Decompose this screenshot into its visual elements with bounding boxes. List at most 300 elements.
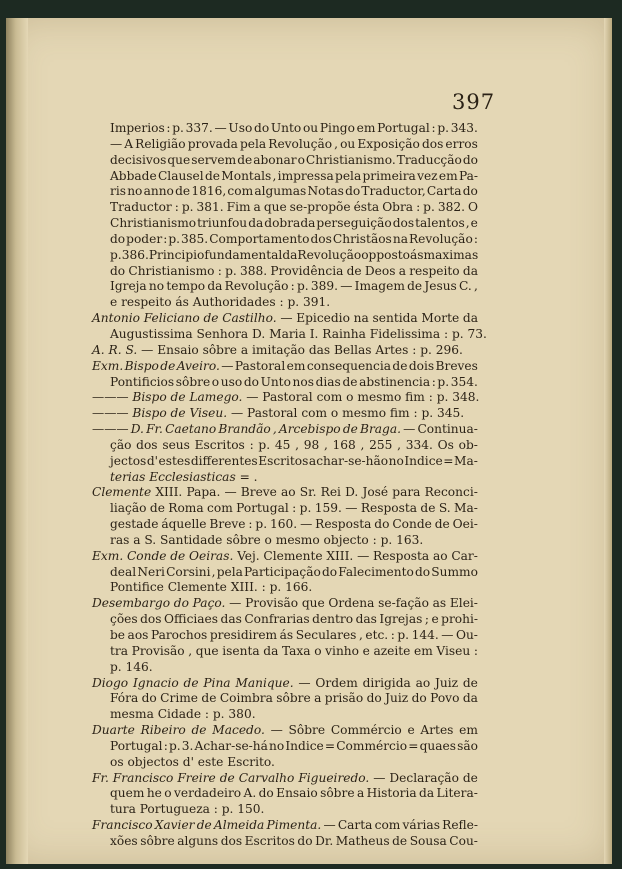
word: servem: [191, 152, 237, 167]
word: Igreja: [110, 279, 147, 294]
word: do: [374, 517, 390, 532]
word: Provisão: [131, 643, 185, 658]
text-line-content: [110, 248, 478, 264]
word: ,: [188, 643, 193, 658]
text-line-content: [92, 406, 478, 422]
word: ris: [110, 184, 126, 199]
word: de: [342, 374, 358, 389]
word: Resposta: [360, 501, 418, 516]
text-line-content: [92, 549, 478, 565]
text-line: [92, 153, 478, 169]
word: p.: [397, 628, 410, 642]
word: do: [297, 833, 313, 848]
text-line: [92, 723, 478, 739]
heading-word: de: [170, 548, 186, 563]
heading-word: Francisco: [112, 770, 174, 785]
word: 386.: [121, 247, 149, 262]
text-line: [92, 517, 478, 533]
text-line: [92, 311, 478, 327]
word: Carta: [426, 184, 462, 199]
heading-word: ,: [272, 422, 277, 437]
word: das: [220, 612, 242, 627]
text-line-content: [92, 596, 478, 612]
word: pela: [216, 564, 243, 579]
word: Officiaes: [164, 612, 219, 627]
word: do: [462, 184, 478, 199]
text-line: [92, 834, 478, 850]
word: Continua-: [417, 422, 478, 437]
word: Confrarias: [244, 612, 310, 627]
heading-word: Macedo.: [212, 723, 265, 738]
word: p.: [168, 231, 181, 246]
entry-text: — Pastoral com o mesmo fim : p. 348.: [242, 390, 480, 405]
word: —: [357, 548, 370, 563]
word: do: [110, 263, 126, 278]
text-line: [92, 755, 478, 771]
word: Clausel: [157, 168, 204, 183]
word: com: [207, 501, 233, 516]
word: Revolução: [224, 279, 289, 294]
word: presidirem: [209, 628, 278, 642]
heading-word: Xavier: [154, 818, 195, 833]
word: Refle-: [442, 818, 478, 833]
word: talentos: [415, 216, 465, 231]
word: ;: [424, 612, 429, 627]
word: —: [340, 279, 353, 294]
heading-word: Pina: [203, 675, 231, 690]
word: Sôbre: [288, 723, 326, 738]
text-line: [92, 422, 478, 438]
word: opposto: [361, 247, 410, 262]
word: em: [286, 358, 306, 373]
text-line-content: [110, 739, 478, 755]
word: Carta: [337, 818, 373, 833]
word: poder: [126, 231, 163, 246]
word: dois: [408, 358, 435, 373]
word: Epicedio: [296, 311, 350, 326]
word: tempo: [166, 279, 206, 294]
word: —: [323, 818, 336, 833]
text-line-content: [110, 169, 478, 185]
word: Christianismo.: [305, 152, 396, 167]
word: 334.: [405, 437, 433, 452]
word: d': [146, 453, 158, 468]
text-line-content: [110, 137, 478, 153]
word: com: [227, 184, 254, 199]
word: são: [457, 738, 478, 753]
word: do: [345, 184, 361, 199]
word: dobrada: [264, 216, 316, 231]
word: p.: [168, 738, 181, 753]
word: Declaração: [389, 770, 459, 785]
text-line-content: [92, 422, 478, 438]
word: —: [110, 136, 123, 151]
word: :: [217, 263, 222, 278]
word: :: [174, 200, 179, 215]
word: provada: [187, 136, 238, 151]
word: liação: [110, 501, 147, 516]
word: erros: [445, 136, 478, 151]
word: D.: [345, 485, 359, 500]
word: p.: [225, 263, 237, 278]
entry-heading: ——— Bispo de Lamego.: [92, 390, 243, 405]
text-line: [92, 200, 478, 216]
word: José: [362, 485, 389, 500]
word: Ma-: [454, 501, 478, 516]
heading-word: ———: [92, 422, 129, 437]
word: XIII.: [326, 548, 354, 563]
word: 159.: [314, 501, 342, 516]
entry-heading: ——— Bispo de Viseu.: [92, 406, 228, 421]
word: Montals: [221, 168, 272, 183]
word: —: [300, 517, 313, 532]
word: em: [438, 168, 458, 183]
heading-word: Oeiras.: [189, 548, 234, 563]
word: O: [467, 200, 478, 215]
word: ,: [211, 564, 216, 579]
heading-word: Ignacio: [132, 675, 179, 690]
word: se-fação: [378, 596, 429, 611]
word: da: [462, 263, 478, 278]
word: ao: [415, 675, 431, 690]
word: Pa-: [458, 168, 478, 183]
heading-word: Figueiredo.: [298, 770, 370, 785]
word: Fóra: [110, 691, 139, 706]
text-line-content: [92, 676, 478, 692]
text-line-content: [110, 786, 478, 802]
word: Breve: [209, 517, 246, 532]
word: o: [314, 643, 322, 658]
word: Car-: [451, 548, 478, 563]
text-line-content: [110, 200, 478, 216]
word: Seculares: [295, 628, 357, 642]
text-line: [92, 454, 478, 470]
word: sôbre: [140, 833, 175, 848]
word: 389.: [310, 279, 339, 294]
word: p.: [181, 200, 194, 215]
entry-text: ras a S. Santidade sôbre o mesmo objecto : p. 163.: [110, 532, 424, 547]
text-line: [92, 406, 478, 422]
text-line-content: [92, 343, 478, 359]
word: Christianismo: [110, 216, 197, 231]
word: gestade: [110, 517, 159, 532]
word: Exposição: [357, 136, 420, 151]
text-line: [92, 691, 478, 707]
word: triunfou: [197, 216, 248, 231]
word: a: [314, 691, 322, 706]
heading-word: Ribeiro: [140, 723, 186, 738]
word: Neri: [137, 564, 165, 579]
heading-word: Exm.: [92, 358, 124, 373]
word: de: [237, 152, 253, 167]
word: em: [414, 643, 433, 658]
word: —: [214, 121, 227, 135]
word: do: [366, 691, 382, 706]
word: Coimbra: [219, 691, 273, 706]
word: Commércio: [336, 738, 408, 753]
word: Taxa: [281, 643, 311, 658]
word: Vej.: [237, 548, 260, 563]
word: Povo: [430, 691, 460, 706]
word: Christianismo: [128, 263, 215, 278]
word: e: [407, 723, 415, 738]
word: pela: [335, 168, 362, 183]
word: 45: [274, 437, 291, 452]
word: dos: [136, 437, 158, 452]
word: que: [167, 152, 191, 167]
text-line-content: [92, 723, 478, 739]
word: a: [356, 786, 365, 801]
word: xões: [110, 833, 138, 848]
word: :: [248, 517, 253, 532]
text-line: [92, 359, 478, 375]
word: Jesus: [424, 279, 457, 294]
heading-word: do: [173, 596, 189, 611]
entry-text: os objectos d' este Escrito.: [110, 754, 275, 769]
word: para: [392, 485, 421, 500]
word: com: [374, 818, 401, 833]
word: Falecimento: [338, 564, 414, 579]
text-line: [92, 533, 478, 549]
word: dos: [140, 612, 162, 627]
text-line-content: [110, 517, 478, 533]
word: ob-: [458, 437, 478, 452]
word: Crime: [160, 691, 198, 706]
word: 160.: [270, 517, 298, 532]
word: ,: [334, 136, 339, 151]
word: prohi-: [441, 612, 478, 627]
word: Portugal: [110, 738, 163, 753]
word: be: [110, 628, 126, 642]
text-line: [92, 279, 478, 295]
entry-text: p. 146.: [110, 659, 153, 674]
page-edge: [604, 18, 612, 864]
word: :: [292, 501, 297, 516]
word: Artes: [420, 723, 454, 738]
word: no: [269, 738, 285, 753]
entry-text: = .: [235, 469, 258, 484]
word: de: [434, 517, 450, 532]
word: 168: [332, 437, 356, 452]
word: p.: [299, 501, 312, 516]
text-line: [92, 660, 478, 676]
word: e: [362, 643, 370, 658]
text-line-content: [110, 707, 478, 723]
word: Revolução: [297, 247, 362, 262]
word: A: [124, 136, 134, 151]
heading-word: Desembargo: [92, 596, 171, 611]
word: prisão: [324, 691, 364, 706]
word: Reconci-: [424, 485, 478, 500]
word: Indice: [285, 738, 324, 753]
text-line-content: [92, 485, 478, 501]
word: Juiz: [385, 691, 409, 706]
word: Resposta: [315, 517, 372, 532]
text-line-content: [110, 501, 478, 517]
entry-text: Augustissima Senhora D. Maria I. Rainha Fidelissima : p. 73.: [110, 326, 487, 341]
word: ,: [358, 628, 363, 642]
heading-word: Castilho.: [222, 311, 277, 326]
word: se-propõe: [289, 200, 351, 215]
heading-word: D.: [130, 422, 144, 437]
text-line-content: [110, 834, 478, 850]
text-line: [92, 390, 478, 406]
text-line-content: [110, 279, 478, 295]
word: de: [392, 358, 408, 373]
text-line: [92, 628, 478, 644]
text-line-content: [110, 533, 478, 549]
word: ou: [302, 121, 319, 135]
text-line: [92, 264, 478, 280]
word: áquelle: [161, 517, 207, 532]
entry-text: mesma Cidade : p. 380.: [110, 707, 256, 722]
word: Ordena: [328, 596, 375, 611]
word: sôbre: [175, 374, 211, 389]
text-line: [92, 802, 478, 818]
word: —: [345, 501, 358, 516]
text-line: [92, 818, 478, 834]
word: Religião: [135, 136, 186, 151]
word: —: [298, 675, 311, 690]
word: deal: [110, 564, 137, 579]
word: Escritos: [258, 453, 309, 468]
word: Uso: [228, 121, 253, 135]
word: Notas: [307, 184, 344, 199]
entry-text: e respeito ás Authoridades : p. 391.: [110, 295, 331, 310]
word: isenta: [222, 643, 260, 658]
word: —: [270, 723, 283, 738]
heading-word: de: [219, 770, 235, 785]
word: Breve: [240, 485, 277, 500]
word: :: [473, 231, 478, 246]
word: Provisão: [245, 596, 299, 611]
word: ções: [110, 612, 138, 627]
word: :: [290, 279, 295, 294]
word: p.: [255, 517, 268, 532]
heading-word: Braga.: [359, 422, 401, 437]
word: 337.: [185, 121, 213, 135]
word: Os: [437, 437, 454, 452]
word: uso: [220, 374, 243, 389]
heading-word: de: [342, 422, 358, 437]
word: p.: [437, 121, 449, 135]
word: verdadeiro: [174, 786, 242, 801]
word: Cou-: [449, 833, 478, 848]
word: Unto: [260, 374, 291, 389]
word: 385.: [181, 231, 209, 246]
text-line: [92, 169, 478, 185]
text-line-content: [110, 454, 478, 470]
text-line-content: [110, 326, 487, 343]
word: :: [163, 231, 168, 246]
book-page: [6, 18, 612, 864]
word: Dr.: [315, 833, 334, 848]
word: ,: [272, 168, 277, 183]
word: Escritos: [244, 833, 295, 848]
word: ás: [410, 247, 424, 262]
text-line-content: [110, 755, 478, 771]
word: da: [207, 279, 223, 294]
text-line-content: [92, 390, 478, 406]
entry-heading: terias Ecclesiasticas: [110, 469, 236, 484]
word: quaes: [419, 738, 456, 753]
text-line-content: [110, 375, 478, 391]
word: algumas: [254, 184, 307, 199]
word: Corsini: [166, 564, 211, 579]
text-line-content: [92, 818, 478, 834]
heading-word: Carvalho: [238, 770, 295, 785]
word: abonar: [253, 152, 297, 167]
word: da: [248, 216, 264, 231]
word: em: [459, 723, 478, 738]
word: Revolução: [268, 136, 333, 151]
word: que: [195, 643, 219, 658]
word: differentes: [190, 453, 258, 468]
text-line: [92, 232, 478, 248]
text-line: [92, 248, 478, 264]
word: e: [431, 612, 439, 627]
entry-text: — Ensaio sôbre a imitação das Bellas Artes : p. 296.: [137, 342, 463, 357]
entry-text: Pontifice Clemente XIII. : p. 166.: [110, 580, 313, 595]
heading-word: Freire: [177, 770, 216, 785]
word: do: [411, 691, 427, 706]
word: do: [415, 564, 431, 579]
word: ,: [397, 437, 402, 452]
word: Matheus: [335, 833, 390, 848]
word: p.: [258, 437, 271, 452]
word: sôbre: [320, 786, 355, 801]
heading-word: Duarte: [92, 723, 135, 738]
text-line-content: [92, 311, 478, 327]
word: Papa.: [186, 485, 221, 500]
word: aos: [127, 628, 149, 642]
heading-word: de: [203, 311, 219, 326]
word: 343.: [450, 121, 478, 135]
word: primeira: [362, 168, 416, 183]
text-line: [92, 739, 478, 755]
word: Resposta: [373, 548, 430, 563]
word: abstinencia: [359, 374, 431, 389]
heading-word: Paço.: [192, 596, 226, 611]
word: das: [355, 612, 377, 627]
word: Sousa: [409, 833, 447, 848]
text-line-content: [110, 802, 478, 818]
word: seus: [162, 437, 190, 452]
word: Portugal: [236, 501, 289, 516]
entry-heading: A. R. S.: [92, 342, 138, 357]
text-line-content: [110, 438, 478, 454]
text-line: [92, 343, 478, 359]
word: Igrejas: [379, 612, 423, 627]
text-line: [92, 137, 478, 153]
text-line-content: [110, 644, 478, 660]
word: Portugal: [377, 121, 430, 135]
word: Deos: [364, 263, 396, 278]
word: de: [462, 675, 478, 690]
word: 144.: [411, 628, 439, 642]
word: tra: [110, 643, 128, 658]
text-line-content: [92, 359, 478, 375]
word: Viseu: [436, 643, 471, 658]
word: vinho: [325, 643, 359, 658]
word: Traductor: [110, 200, 172, 215]
word: o: [211, 374, 220, 389]
word: da: [462, 691, 478, 706]
heading-word: Brandão: [218, 422, 271, 437]
word: achar-se-hão: [308, 453, 389, 468]
word: :: [390, 628, 395, 642]
heading-word: Caetano: [165, 422, 217, 437]
